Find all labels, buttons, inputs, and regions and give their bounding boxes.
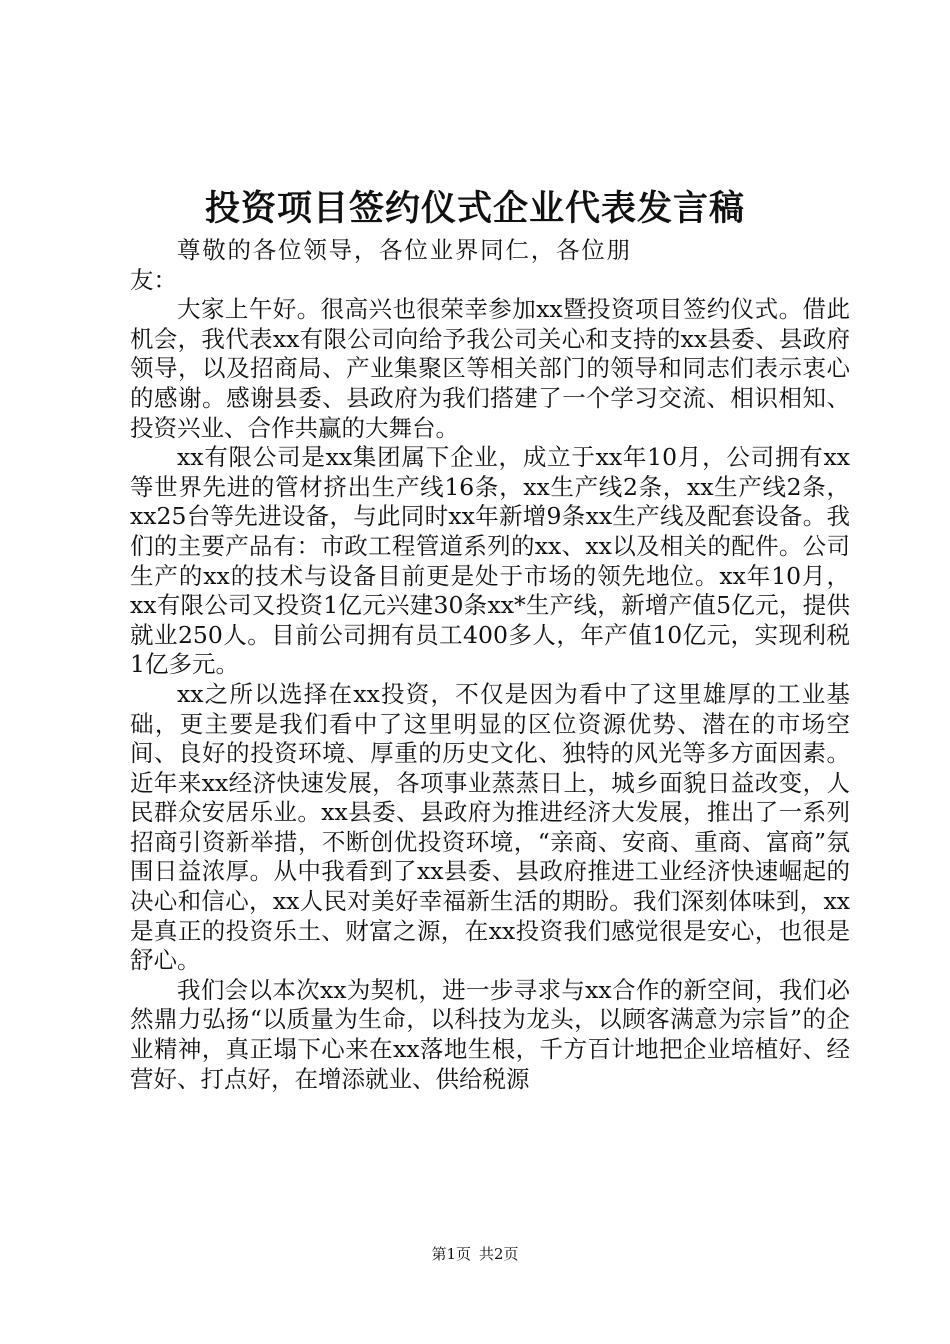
body-paragraph: xx之所以选择在xx投资，不仅是因为看中了这里雄厚的工业基础，更主要是我们看中了这里明显的区位资源优势、潜在的市场空间、良好的投资环境、厚重的历史文化、独特的风光等多方面因素。近年来xx经济快速发展，各项事业蒸蒸日上，城乡面貌日益改变，人民群众安居乐业。xx县委、县政府为推进经济大发展，推出了一系列招商引资新举措，不断创优投资环境，“亲商、安商、重商、富商”氛围日益浓厚。从中我看到了xx县委、县政府推进工业经济快速崛起的决心和信心，xx人民对美好幸福新生活的期盼。我们深刻体味到，xx是真正的投资乐土、财富之源，在xx投资我们感觉很是安心，也很是舒心。 xyxy=(130,679,850,975)
document-body xyxy=(130,236,850,1094)
body-paragraph: 大家上午好。很高兴也很荣幸参加xx暨投资项目签约仪式。借此机会，我代表xx有限公司向给予我公司关心和支持的xx县委、县政府领导，以及招商局、产业集聚区等相关部门的领导和同志们表示衷心的感谢。感谢县委、县政府为我们搭建了一个学习交流、相识相知、投资兴业、合作共赢的大舞台。 xyxy=(130,295,850,442)
body-paragraph: xx有限公司是xx集团属下企业，成立于xx年10月，公司拥有xx等世界先进的管材挤出生产线16条，xx生产线2条，xx生产线2条，xx25台等先进设备，与此同时xx年新增9条xx生产线及配套设备。我们的主要产品有：市政工程管道系列的xx、xx以及相关的配件。公司生产的xx的技术与设备目前更是处于市场的领先地位。xx年10月，xx有限公司又投资1亿元兴建30条xx*生产线，新增产值5亿元，提供就业250人。目前公司拥有员工400多人，年产值10亿元，实现利税1亿多元。 xyxy=(130,443,850,679)
body-paragraph: 我们会以本次xx为契机，进一步寻求与xx合作的新空间，我们必然鼎力弘扬“以质量为生命，以科技为龙头，以顾客满意为宗旨”的企业精神，真正塌下心来在xx落地生根，千方百计地把企业培植好、经营好、打点好，在增添就业、供给税源 xyxy=(130,975,850,1093)
page-total: 共2页 xyxy=(479,1245,519,1263)
document-title: 投资项目签约仪式企业代表发言稿 xyxy=(204,188,745,229)
page-number: 第1页 xyxy=(431,1245,471,1263)
greeting-paragraph: 尊敬的各位领导，各位业界同仁，各位朋友： xyxy=(130,236,630,294)
page-footer xyxy=(0,1244,950,1264)
